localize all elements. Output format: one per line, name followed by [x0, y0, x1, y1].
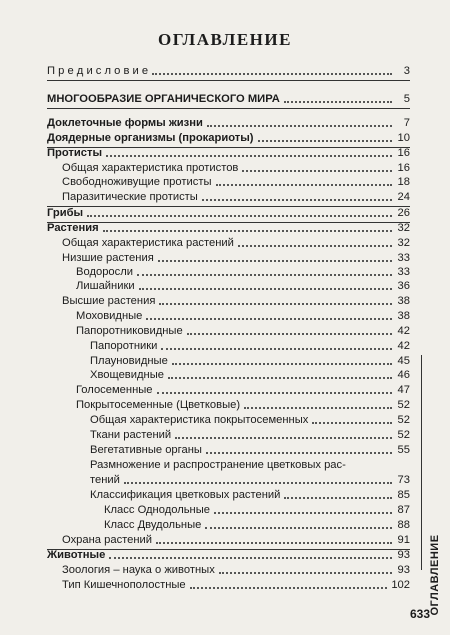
toc-entry-label: Грибы [47, 207, 84, 219]
dot-leader [187, 333, 392, 335]
dot-leader [156, 542, 392, 544]
dot-leader [206, 452, 392, 454]
toc-entry-label: Класс Двудольные [104, 519, 202, 531]
page-title: ОГЛАВЛЕНИЕ [158, 30, 292, 49]
dot-leader [202, 199, 392, 201]
toc-entry-label: Паразитические протисты [62, 191, 198, 203]
toc-entry[interactable] [90, 366, 410, 382]
dot-leader [168, 377, 392, 379]
toc-entry-page: 32 [397, 222, 410, 234]
dot-leader [157, 392, 392, 394]
toc-entry-page: 87 [397, 504, 410, 516]
dot-leader [190, 587, 388, 589]
dot-leader [214, 512, 392, 514]
toc-entry-label: тений [90, 474, 120, 486]
toc-entry-page: 73 [397, 474, 410, 486]
dot-leader [284, 101, 392, 103]
toc-entry[interactable] [76, 381, 410, 397]
toc-entry-label: П р е д и с л о в и е [47, 65, 149, 77]
dot-leader [152, 73, 392, 75]
toc-entry[interactable] [104, 516, 410, 532]
toc-entry-page: 42 [397, 325, 410, 337]
toc-entry[interactable] [62, 188, 410, 204]
dot-leader [109, 557, 392, 559]
toc-entry-page: 18 [397, 176, 410, 188]
toc-entry[interactable] [62, 173, 410, 189]
toc-entry[interactable] [90, 337, 410, 353]
dot-leader [146, 318, 392, 320]
dot-leader [106, 155, 392, 157]
dot-leader [124, 482, 392, 484]
toc-entry-label: Лишайники [76, 280, 135, 292]
toc-entry-page: 55 [397, 444, 410, 456]
dot-leader [238, 245, 392, 247]
toc-entry-page: 52 [397, 399, 410, 411]
toc-entry-label: МНОГООБРАЗИЕ ОРГАНИЧЕСКОГО МИРА [47, 93, 280, 105]
toc-entry-page: 3 [403, 65, 410, 77]
toc-entry-page: 91 [397, 534, 410, 546]
toc-entry[interactable] [90, 441, 410, 457]
dot-leader [139, 288, 392, 290]
toc-entry-label: Доядерные организмы (прокариоты) [47, 132, 254, 144]
toc-entry[interactable] [47, 62, 410, 78]
dot-leader [242, 170, 392, 172]
toc-entry-page: 16 [397, 162, 410, 174]
toc-entry[interactable] [90, 411, 410, 427]
toc-entry-page: 85 [397, 489, 410, 501]
toc-entry-label: Высшие растения [62, 295, 156, 307]
page-number: 633 [410, 607, 431, 621]
toc-entry-label: Класс Однодольные [104, 504, 211, 516]
toc-entry-page: 33 [397, 252, 410, 264]
toc-entry-page: 45 [397, 355, 410, 367]
toc-entry-page: 46 [397, 369, 410, 381]
toc-entry-label: Свободноживущие протисты [62, 176, 212, 188]
toc-entry-page: 88 [397, 519, 410, 531]
toc-entry-label: Голосеменные [76, 384, 153, 396]
toc-entry-page: 47 [397, 384, 410, 396]
toc-entry[interactable] [47, 546, 410, 562]
toc-entry[interactable] [62, 292, 410, 308]
toc-entry-label: Доклеточные формы жизни [47, 117, 203, 129]
toc-entry[interactable] [76, 277, 410, 293]
dot-leader [172, 363, 392, 365]
toc-entry-label: Папоротниковидные [76, 325, 183, 337]
toc-entry-page: 52 [397, 414, 410, 426]
toc-entry-label: Растения [47, 222, 99, 234]
toc-entry[interactable] [47, 129, 410, 145]
toc-entry[interactable] [90, 486, 410, 502]
dot-leader [219, 572, 392, 574]
section-divider [47, 108, 410, 109]
toc-entry[interactable] [47, 114, 410, 130]
toc-entry-label: Общая характеристика растений [62, 237, 234, 249]
toc-entry[interactable] [76, 307, 410, 323]
toc-entry-label: Общая характеристика покрытосеменных [90, 414, 309, 426]
toc-entry-label: Покрытосеменные (Цветковые) [76, 399, 241, 411]
toc-entry-label: Водоросли [76, 266, 134, 278]
dot-leader [158, 260, 392, 262]
toc-entry[interactable] [62, 234, 410, 250]
toc-entry-label: Охрана растений [62, 534, 153, 546]
dot-leader [175, 437, 392, 439]
toc-entry[interactable] [62, 561, 410, 577]
toc-entry-label: Зоология – наука о животных [62, 564, 215, 576]
dot-leader [258, 140, 392, 142]
toc-entry-page: 26 [397, 207, 410, 219]
toc-entry-wrapped-line: Размножение и распространение цветковых рас- [90, 459, 346, 471]
toc-entry[interactable] [90, 426, 410, 442]
toc-entry-page: 102 [391, 579, 410, 591]
toc-entry-label: Животные [47, 549, 106, 561]
toc-entry-page: 32 [397, 237, 410, 249]
toc-entry-page: 16 [397, 147, 410, 159]
toc-entry-page: 93 [397, 549, 410, 561]
dot-leader [137, 274, 392, 276]
toc-entry-page: 93 [397, 564, 410, 576]
dot-leader [284, 497, 392, 499]
toc-entry-page: 38 [397, 295, 410, 307]
toc-entry-page: 24 [397, 191, 410, 203]
toc-entry-label: Вегетативные органы [90, 444, 202, 456]
toc-entry-page: 7 [403, 117, 410, 129]
toc-entry[interactable] [47, 90, 410, 106]
toc-entry-label: Низшие растения [62, 252, 154, 264]
toc-entry-page: 52 [397, 429, 410, 441]
toc-entry[interactable] [47, 219, 410, 235]
toc-entry-label: Моховидные [76, 310, 143, 322]
toc-entry[interactable] [76, 322, 410, 338]
side-vertical-rule [421, 355, 422, 570]
toc-entry-label: Протисты [47, 147, 103, 159]
toc-entry[interactable] [90, 471, 410, 487]
toc-entry-page: 5 [403, 93, 410, 105]
dot-leader [205, 527, 392, 529]
dot-leader [161, 348, 392, 350]
dot-leader [103, 230, 392, 232]
toc-entry-label: Плауновидные [90, 355, 168, 367]
dot-leader [87, 215, 392, 217]
side-title-text: ОГЛАВЛЕНИЕ [429, 534, 441, 616]
toc-entry-label: Хвощевидные [90, 369, 164, 381]
dot-leader [216, 184, 392, 186]
toc-entry-label: Классификация цветковых растений [90, 489, 281, 501]
section-divider [47, 80, 410, 81]
toc-entry-page: 36 [397, 280, 410, 292]
toc-entry-label: Тип Кишечнополостные [62, 579, 186, 591]
dot-leader [244, 407, 392, 409]
toc-entry[interactable] [62, 576, 410, 592]
toc-entry-page: 38 [397, 310, 410, 322]
toc-entry[interactable] [47, 144, 410, 160]
dot-leader [159, 303, 392, 305]
toc-entry[interactable] [104, 501, 410, 517]
toc-entry[interactable] [62, 531, 410, 547]
toc-entry-page: 33 [397, 266, 410, 278]
toc-entry[interactable] [76, 396, 410, 412]
toc-entry-label: Ткани растений [90, 429, 172, 441]
dot-leader [207, 125, 392, 127]
toc-entry[interactable] [47, 204, 410, 220]
dot-leader [312, 422, 392, 424]
toc-entry-page: 10 [397, 132, 410, 144]
toc-entry-label: Папоротники [90, 340, 158, 352]
toc-entry-label: Общая характеристика протистов [62, 162, 239, 174]
toc-entry-page: 42 [397, 340, 410, 352]
